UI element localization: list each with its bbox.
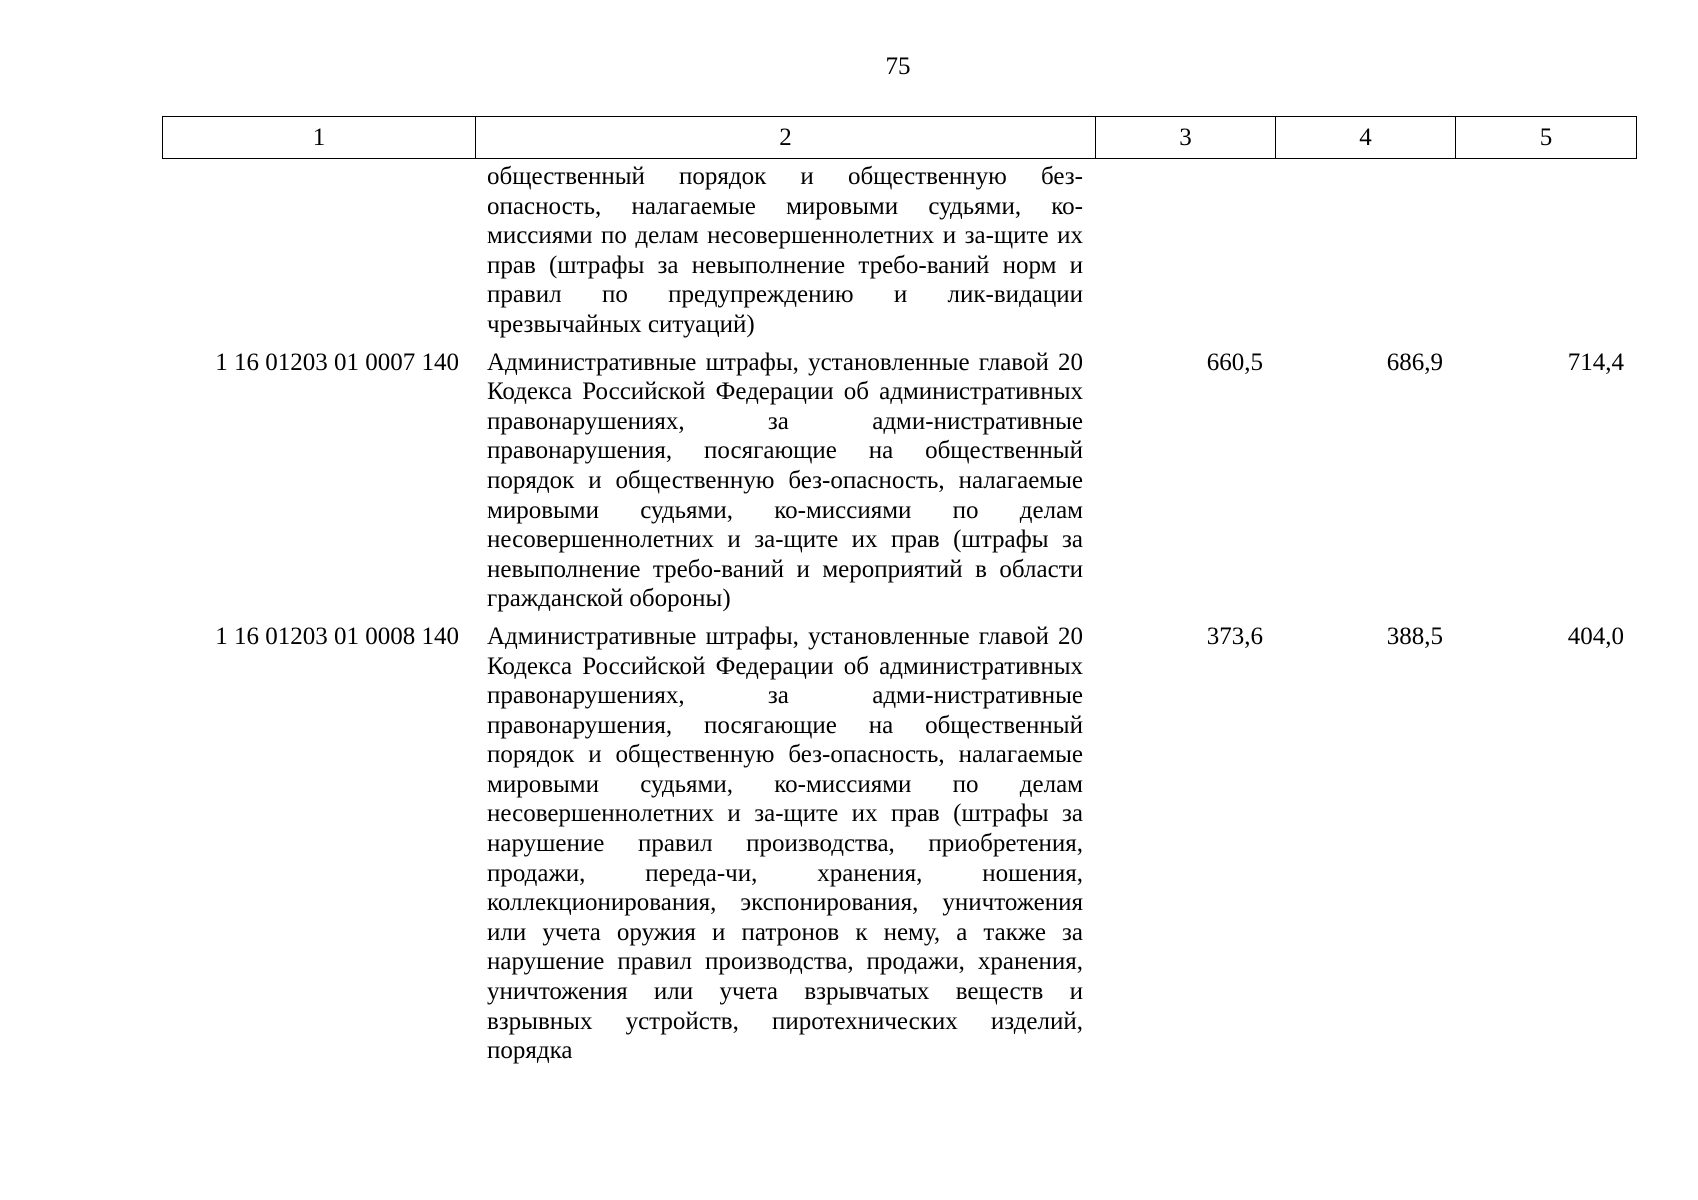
- column-header-1: 1: [163, 117, 476, 159]
- row-value-col3: 373,6: [1206, 622, 1263, 650]
- row-value-col3: 660,5: [1206, 348, 1263, 376]
- row-code: 1 16 01203 01 0007 140: [215, 348, 459, 376]
- table-row: [162, 614, 1636, 1066]
- column-header-4: 4: [1276, 117, 1456, 159]
- row-code: [162, 162, 475, 340]
- table-header: [162, 116, 1637, 159]
- row-value-col4: 388,5: [1386, 622, 1443, 650]
- column-header-3: 3: [1096, 117, 1276, 159]
- row-description: Административные штрафы, установленные главой 20 Кодекса Российской Федерации об административных правонарушениях, за адми-нистративные правонарушения, посягающие на общественный порядок и общественную без-опасность, налагаемые мировыми судьями, ко-миссиями по делам несовершеннолетних и за-щите их прав (штрафы за нарушение правил производства, приобретения, продажи, переда-чи, хранения, ношения, коллекционирования, экспонирования, уничтожения или учета оружия и патронов к нему, а также за нарушение правил производства, продажи, хранения, уничтожения или учета взрывчатых веществ и взрывных устройств, пиротехнических изделий, порядка: [487, 622, 1083, 1065]
- row-value-col4: 686,9: [1386, 348, 1443, 376]
- page-number: 75: [885, 53, 911, 80]
- row-code: 1 16 01203 01 0008 140: [215, 622, 459, 650]
- row-value-col5: 404,0: [1567, 622, 1624, 650]
- table-body: [162, 162, 1636, 1066]
- row-description: общественный порядок и общественную без-опасность, налагаемые мировыми судьями, ко-миссиями по делам несовершеннолетних и за-щите их прав (штрафы за невыполнение требо-ваний норм и правил по предупреждению и лик-видации чрезвычайных ситуаций): [487, 163, 1083, 338]
- row-value-col5: [1455, 162, 1636, 340]
- table-row: [162, 162, 1636, 340]
- column-header-5: 5: [1456, 117, 1637, 159]
- row-value-col3: [1095, 162, 1275, 340]
- row-value-col5: 714,4: [1567, 348, 1624, 376]
- table-row: [162, 340, 1636, 614]
- row-description: Административные штрафы, установленные главой 20 Кодекса Российской Федерации об административных правонарушениях, за адми-нистративные правонарушения, посягающие на общественный порядок и общественную без-опасность, налагаемые мировыми судьями, ко-миссиями по делам несовершеннолетних и за-щите их прав (штрафы за невыполнение требо-ваний и мероприятий в области гражданской обороны): [487, 348, 1083, 613]
- header-row: [163, 117, 1637, 159]
- row-value-col4: [1275, 162, 1455, 340]
- column-header-2: 2: [476, 117, 1096, 159]
